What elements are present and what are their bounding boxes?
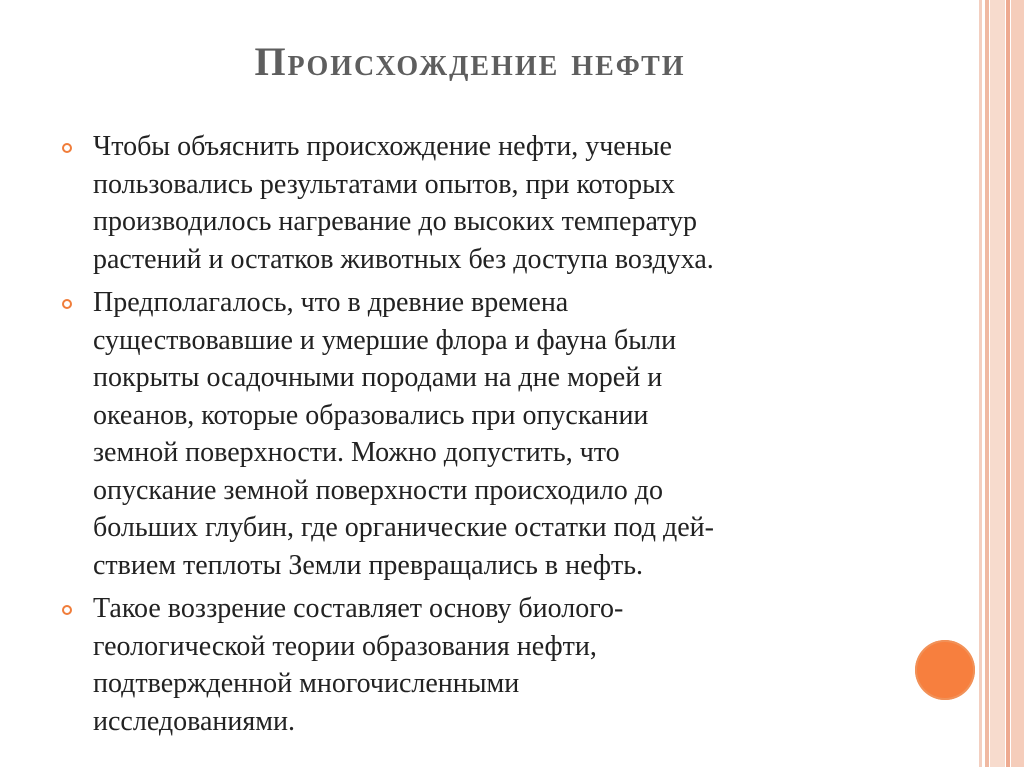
decorative-stripe — [990, 0, 1005, 767]
slide-title: Происхождение нефти — [254, 39, 686, 84]
circle-bullet-icon — [62, 143, 72, 153]
circle-bullet-icon — [62, 605, 72, 615]
bullet-text: Такое воззрение составляет основу биолого- геологической теории образования нефти, подтвержденной многочисленными исследованиями. — [93, 593, 624, 737]
bullet-item — [62, 590, 912, 740]
decorative-stripe — [1006, 0, 1010, 767]
decorative-stripe — [985, 0, 989, 767]
decorative-stripe — [979, 0, 982, 767]
circle-bullet-icon — [62, 299, 72, 309]
bullet-list — [62, 128, 912, 746]
bullet-text: Предполагалось, что в древние времена существовавшие и умершие флора и фауна были покрыты осадочными породами на дне морей и океанов, которые образовались при опускании земной поверхности. Можно допустить, что опускание земной поверхности происходило до больших глубин, где органические остатки под дей- ствием теплоты Земли превращались в нефть. — [93, 287, 714, 581]
orange-circle-decoration-icon — [915, 640, 975, 700]
bullet-item — [62, 128, 912, 278]
bullet-text: Чтобы объяснить происхождение нефти, ученые пользовались результатами опытов, при которых производилось нагревание до высоких температур растений и остатков животных без доступа воздуха. — [93, 131, 714, 275]
bullet-item — [62, 284, 912, 584]
decorative-stripe — [1011, 0, 1024, 767]
